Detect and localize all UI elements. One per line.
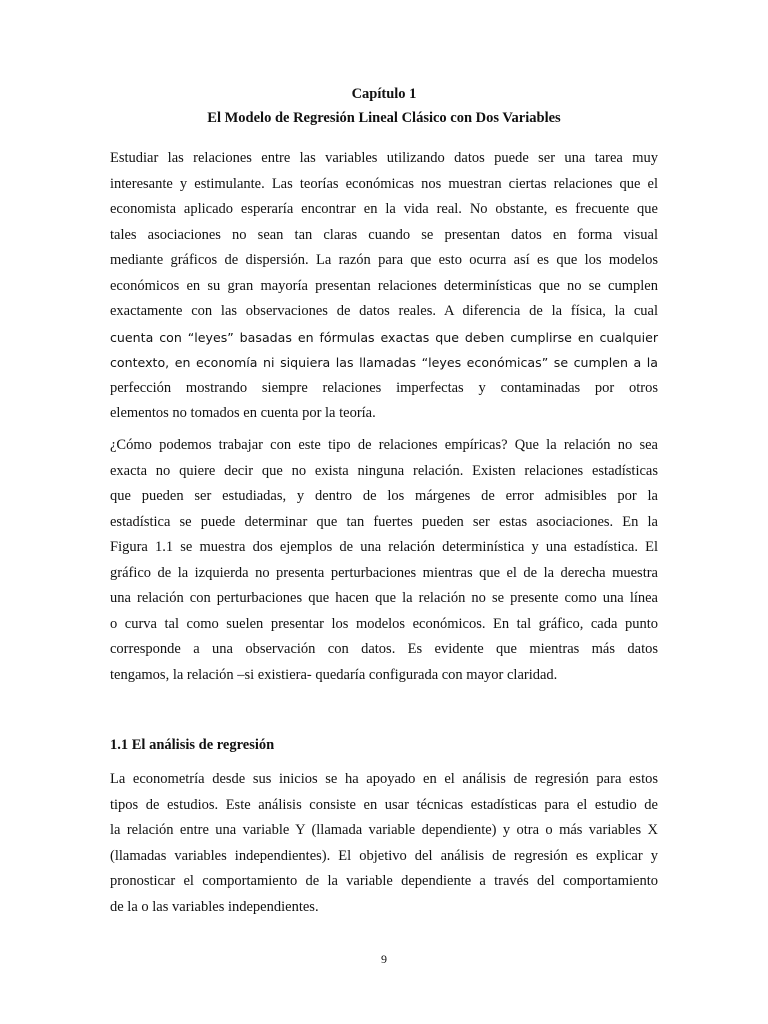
paragraph-line: económicos en su gran mayoría presentan relaciones determinísticas que no se cumplen xyxy=(110,277,658,294)
section-heading: 1.1 El análisis de regresión xyxy=(110,737,275,753)
paragraph-line: pronosticar el comportamiento de la variable dependiente a través del comportamiento xyxy=(110,873,658,889)
paragraph-line: ¿Cómo podemos trabajar con este tipo de relaciones empíricas? Que la relación no sea xyxy=(110,437,658,453)
page-number: 9 xyxy=(381,952,387,966)
paragraph-line: corresponde a una observación con datos. Es evidente que mientras más datos xyxy=(110,641,658,657)
paragraph-line: La econometría desde sus inicios se ha apoyado en el análisis de regresión para estos xyxy=(110,771,658,787)
paragraph-3 xyxy=(110,767,658,920)
paragraph-line: (llamadas variables independientes). El objetivo del análisis de regresión es explicar y xyxy=(110,847,658,864)
paragraph-line: o curva tal como suelen presentar los modelos económicos. En tal gráfico, cada punto xyxy=(110,615,658,632)
paragraph-line: la relación entre una variable Y (llamada variable dependiente) y otra o más variables X xyxy=(110,822,658,838)
paragraph-line: una relación con perturbaciones que hacen que la relación no se presente como una línea xyxy=(110,590,658,606)
paragraph-line: gráfico de la izquierda no presenta perturbaciones mientras que el de la derecha muestra xyxy=(110,564,658,581)
paragraph-2 xyxy=(110,433,658,688)
paragraph-line: Figura 1.1 se muestra dos ejemplos de una relación determinística y una estadística. El xyxy=(110,539,658,555)
chapter-label: Capítulo 1 xyxy=(351,86,417,102)
paragraph-line: economista aplicado esperaría encontrar en la vida real. No obstante, es frecuente que xyxy=(110,201,658,217)
paragraph-line: Estudiar las relaciones entre las variables utilizando datos puede ser una tarea muy xyxy=(110,150,658,166)
paragraph-1 xyxy=(110,146,658,427)
paragraph-line: estadística se puede determinar que tan fuertes pueden ser estas asociaciones. En la xyxy=(110,513,658,530)
paragraph-line: de la o las variables independientes. xyxy=(110,898,319,915)
paragraph-line: tengamos, la relación –si existiera- quedaría configurada con mayor claridad. xyxy=(110,666,558,683)
paragraph-line: que pueden ser estudiadas, y dentro de los márgenes de error admisibles por la xyxy=(110,488,658,504)
paragraph-line: tales asociaciones no sean tan claras cuando se presentan datos en forma visual xyxy=(110,226,658,243)
paragraph-line: elementos no tomados en cuenta por la teoría. xyxy=(110,405,376,421)
paragraph-line: exactamente con las observaciones de datos reales. A diferencia de la física, la cual xyxy=(110,303,658,319)
paragraph-line: contexto, en economía ni siquiera las llamadas “leyes económicas” se cumplen a la xyxy=(110,355,658,370)
paragraph-line: mediante gráficos de dispersión. La razón para que esto ocurra así es que los modelos xyxy=(110,252,658,268)
paragraph-line: perfección mostrando siempre relaciones imperfectas y contaminadas por otros xyxy=(110,379,658,396)
chapter-title: El Modelo de Regresión Lineal Clásico con Dos Variables xyxy=(207,110,561,126)
paragraph-line: cuenta con “leyes” basadas en fórmulas exactas que deben cumplirse en cualquier xyxy=(110,329,658,345)
paragraph-line: interesante y estimulante. Las teorías económicas nos muestran ciertas relaciones que el xyxy=(110,175,658,192)
paragraph-line: tipos de estudios. Este análisis consiste en usar técnicas estadísticas para el estudio de xyxy=(110,796,658,813)
paragraph-line: exacta no quiere decir que no exista ninguna relación. Existen relaciones estadísticas xyxy=(110,462,658,479)
